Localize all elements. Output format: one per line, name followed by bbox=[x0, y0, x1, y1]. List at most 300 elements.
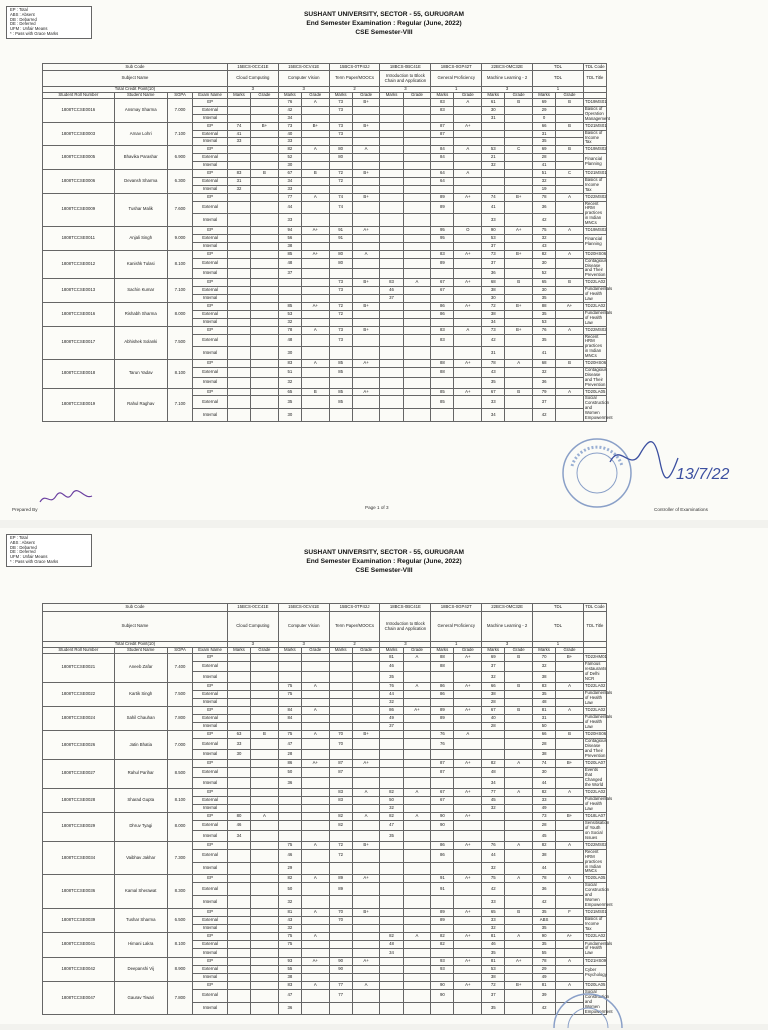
grade-cell bbox=[352, 989, 380, 1002]
marks-cell: 34 bbox=[482, 318, 505, 326]
grade-cell bbox=[251, 235, 279, 243]
exam-name: Internal bbox=[193, 973, 228, 981]
grade-cell bbox=[505, 114, 533, 122]
marks-cell: 30 bbox=[278, 162, 301, 170]
marks-cell: ABS bbox=[533, 917, 556, 925]
marks-cell: 38 bbox=[278, 973, 301, 981]
grade-cell: B+ bbox=[352, 99, 380, 107]
marks-cell bbox=[329, 1002, 352, 1015]
marks-cell: 34 bbox=[482, 778, 505, 788]
exam-name: External bbox=[193, 201, 228, 214]
marks-cell bbox=[227, 965, 250, 973]
marks-cell: 76 bbox=[431, 731, 454, 739]
marks-cell bbox=[431, 268, 454, 278]
tdl-code-header: TDL bbox=[533, 604, 584, 612]
marks-cell: 46 bbox=[380, 662, 403, 672]
grade-cell bbox=[251, 146, 279, 154]
grade-cell bbox=[251, 965, 279, 973]
grade-cell bbox=[251, 409, 279, 422]
grade-cell bbox=[352, 862, 380, 875]
exam-name: External bbox=[193, 690, 228, 698]
marks-cell: 28 bbox=[533, 154, 556, 162]
marks-cell: 67 bbox=[431, 279, 454, 287]
marks-cell: 51 bbox=[278, 367, 301, 377]
grade-cell bbox=[251, 788, 279, 796]
grade-cell bbox=[352, 334, 380, 347]
grade-cell bbox=[505, 796, 533, 804]
marks-cell: 90 bbox=[431, 813, 454, 821]
marks-cell: 78 bbox=[278, 326, 301, 334]
student-name: Anjali Singh bbox=[114, 227, 167, 251]
marks-cell bbox=[431, 214, 454, 227]
grade-cell bbox=[556, 831, 584, 841]
grade-cell bbox=[301, 235, 329, 243]
marks-cell: 72 bbox=[329, 302, 352, 310]
student-sgpa: 7.000 bbox=[167, 99, 192, 123]
marks-cell: 77 bbox=[329, 989, 352, 1002]
marks-cell bbox=[380, 896, 403, 909]
marks-header: Marks bbox=[431, 93, 454, 99]
grade-cell bbox=[301, 883, 329, 896]
grade-cell bbox=[301, 347, 329, 360]
legend-meaning: Unfair Means bbox=[22, 26, 48, 32]
grade-cell bbox=[301, 989, 329, 1002]
grade-cell bbox=[251, 862, 279, 875]
grade-cell: A bbox=[403, 788, 431, 796]
marks-cell bbox=[482, 130, 505, 138]
grade-cell bbox=[352, 662, 380, 672]
marks-cell: 30 bbox=[278, 347, 301, 360]
student-sgpa: 7.100 bbox=[167, 279, 192, 303]
grade-cell bbox=[454, 949, 482, 957]
marks-cell: 86 bbox=[431, 849, 454, 862]
grade-cell bbox=[251, 1002, 279, 1015]
marks-cell: 28 bbox=[278, 749, 301, 759]
marks-cell bbox=[227, 154, 250, 162]
exam-name: EP bbox=[193, 279, 228, 287]
tdl-course-title: Financial Planning bbox=[583, 235, 606, 251]
grade-cell: A+ bbox=[454, 908, 482, 916]
controller-sign-date: 13/7/22 bbox=[676, 466, 730, 483]
marks-cell: 48 bbox=[278, 334, 301, 347]
tdl-course-code: TD22LA02 bbox=[583, 707, 606, 715]
marks-cell bbox=[227, 227, 250, 235]
marks-cell: 73 bbox=[533, 813, 556, 821]
grade-cell bbox=[251, 302, 279, 310]
marks-cell: 44 bbox=[278, 201, 301, 214]
marks-cell: 32 bbox=[482, 672, 505, 682]
student-sgpa: 8.100 bbox=[167, 933, 192, 957]
marks-cell bbox=[431, 114, 454, 122]
grade-cell: A bbox=[301, 682, 329, 690]
marks-cell: 90 bbox=[533, 933, 556, 941]
marks-cell: 53 bbox=[533, 318, 556, 326]
student-name: Tarun Yadav bbox=[114, 360, 167, 389]
marks-cell: 35 bbox=[482, 1002, 505, 1015]
grade-cell bbox=[505, 965, 533, 973]
grade-cell bbox=[505, 973, 533, 981]
marks-cell: 90 bbox=[482, 227, 505, 235]
grade-cell bbox=[403, 185, 431, 193]
grade-cell: B+ bbox=[352, 170, 380, 178]
tdl-code-header: TDL bbox=[533, 64, 584, 71]
credit-label: Total Credit Point(10) bbox=[43, 642, 228, 648]
grade-cell bbox=[251, 258, 279, 268]
legend-meaning: Total bbox=[18, 535, 28, 540]
marks-cell: 37 bbox=[482, 662, 505, 672]
marks-cell: 80 bbox=[329, 154, 352, 162]
grade-cell bbox=[352, 917, 380, 925]
table-row bbox=[43, 875, 732, 883]
results-table bbox=[42, 603, 732, 1015]
grade-cell: A bbox=[301, 146, 329, 154]
marks-header: Marks bbox=[329, 93, 352, 99]
grade-cell bbox=[301, 672, 329, 682]
marks-cell: 80 bbox=[329, 250, 352, 258]
grade-cell bbox=[454, 235, 482, 243]
marks-cell bbox=[380, 201, 403, 214]
marks-cell: 53 bbox=[278, 310, 301, 318]
marks-cell: 76 bbox=[380, 682, 403, 690]
exam-name: External bbox=[193, 106, 228, 114]
grade-cell bbox=[301, 334, 329, 347]
grade-cell: A bbox=[352, 788, 380, 796]
grade-cell bbox=[251, 760, 279, 768]
marks-cell bbox=[380, 917, 403, 925]
grade-cell: A+ bbox=[454, 360, 482, 368]
marks-cell bbox=[227, 214, 250, 227]
grade-cell: A bbox=[556, 250, 584, 258]
student-roll-number: 1808TCCSE0016 bbox=[43, 99, 115, 123]
grade-cell: A+ bbox=[301, 227, 329, 235]
grade-cell bbox=[454, 185, 482, 193]
marks-cell bbox=[329, 698, 352, 706]
exam-name: External bbox=[193, 310, 228, 318]
marks-cell bbox=[380, 258, 403, 268]
grade-cell bbox=[505, 287, 533, 295]
grade-cell bbox=[505, 295, 533, 303]
grade-header: Grade bbox=[251, 648, 279, 654]
grade-cell bbox=[505, 690, 533, 698]
marks-cell bbox=[227, 279, 250, 287]
tdl-course-code: TD21HS09 bbox=[583, 957, 606, 965]
marks-cell bbox=[227, 849, 250, 862]
marks-cell bbox=[380, 99, 403, 107]
exam-name: External bbox=[193, 883, 228, 896]
marks-cell: 72 bbox=[482, 302, 505, 310]
grade-cell bbox=[251, 106, 279, 114]
student-name: Sachin Kumar bbox=[114, 279, 167, 303]
grade-cell bbox=[454, 862, 482, 875]
marks-cell: 30 bbox=[227, 749, 250, 759]
grade-cell bbox=[505, 989, 533, 1002]
subject-code: 15BCS-0TP42J bbox=[329, 604, 380, 612]
grade-cell bbox=[352, 106, 380, 114]
student-sgpa: 8.100 bbox=[167, 788, 192, 812]
grade-cell bbox=[403, 250, 431, 258]
sub-code-label: Sub Code bbox=[43, 604, 228, 612]
marks-cell: 32 bbox=[482, 162, 505, 170]
grade-header: Grade bbox=[301, 648, 329, 654]
marks-cell: 30 bbox=[278, 409, 301, 422]
grade-cell bbox=[403, 796, 431, 804]
marks-cell: 89 bbox=[431, 908, 454, 916]
marks-cell: 46 bbox=[227, 821, 250, 831]
grade-cell bbox=[556, 409, 584, 422]
grade-cell: B+ bbox=[556, 654, 584, 662]
marks-cell: 69 bbox=[482, 654, 505, 662]
marks-cell: 90 bbox=[329, 965, 352, 973]
grade-cell bbox=[352, 831, 380, 841]
exam-name: EP bbox=[193, 146, 228, 154]
marks-cell: 79 bbox=[533, 388, 556, 396]
subject-name: Computer Vision bbox=[278, 612, 329, 642]
student-sgpa: 9.000 bbox=[167, 227, 192, 251]
tdl-title-label: TDL Title bbox=[583, 612, 606, 642]
grade-cell bbox=[454, 739, 482, 749]
grade-cell bbox=[403, 310, 431, 318]
legend-meaning: Absent bbox=[21, 539, 35, 545]
grade-cell bbox=[403, 388, 431, 396]
marks-cell bbox=[227, 99, 250, 107]
exam-name: Internal bbox=[193, 268, 228, 278]
exam-name: Internal bbox=[193, 347, 228, 360]
legend-meaning: Total bbox=[18, 7, 28, 12]
grade-cell: B bbox=[556, 146, 584, 154]
marks-cell: 37 bbox=[380, 295, 403, 303]
tdl-course-code: TD20LA07 bbox=[583, 760, 606, 768]
grade-cell: B bbox=[251, 170, 279, 178]
exam-name: Internal bbox=[193, 749, 228, 759]
marks-cell bbox=[329, 682, 352, 690]
grade-header: Grade bbox=[403, 93, 431, 99]
marks-cell: 32 bbox=[533, 662, 556, 672]
marks-cell: 86 bbox=[431, 310, 454, 318]
grade-cell bbox=[505, 378, 533, 388]
marks-cell: 83 bbox=[431, 250, 454, 258]
table-row bbox=[43, 99, 732, 107]
subject-code: 18BCS-0GP42T bbox=[431, 64, 482, 71]
grade-cell bbox=[403, 672, 431, 682]
grade-cell bbox=[301, 698, 329, 706]
exam-name: EP bbox=[193, 981, 228, 989]
marks-cell: 66 bbox=[482, 682, 505, 690]
table-row bbox=[43, 302, 732, 310]
grade-cell bbox=[505, 318, 533, 326]
marks-cell: 73 bbox=[329, 334, 352, 347]
marks-cell bbox=[227, 146, 250, 154]
grade-cell: A bbox=[556, 388, 584, 396]
grade-cell bbox=[251, 334, 279, 347]
grade-cell bbox=[556, 715, 584, 723]
student-sgpa: 8.100 bbox=[167, 360, 192, 389]
student-roll-number: 1808TCCSE0018 bbox=[43, 360, 115, 389]
marks-cell: 49 bbox=[380, 715, 403, 723]
grade-cell bbox=[352, 804, 380, 812]
grade-cell: A+ bbox=[454, 813, 482, 821]
marks-cell bbox=[329, 715, 352, 723]
grade-cell bbox=[556, 154, 584, 162]
marks-cell: 70 bbox=[329, 917, 352, 925]
grade-cell bbox=[454, 662, 482, 672]
grade-cell bbox=[251, 672, 279, 682]
grade-cell bbox=[403, 804, 431, 812]
marks-cell bbox=[227, 804, 250, 812]
marks-cell: 68 bbox=[533, 360, 556, 368]
grade-cell bbox=[505, 138, 533, 146]
roll-header: Student Roll Number bbox=[43, 648, 115, 654]
marks-cell: 48 bbox=[482, 768, 505, 778]
grade-cell: A+ bbox=[352, 227, 380, 235]
grade-cell: A bbox=[403, 682, 431, 690]
marks-cell: 32 bbox=[533, 177, 556, 185]
marks-cell: 73 bbox=[278, 122, 301, 130]
marks-cell bbox=[329, 185, 352, 193]
grade-cell bbox=[301, 318, 329, 326]
subject-code: 18BCS-0BC41E bbox=[380, 604, 431, 612]
marks-cell: 88 bbox=[533, 302, 556, 310]
grade-cell bbox=[301, 723, 329, 731]
student-sgpa: 6.900 bbox=[167, 146, 192, 170]
grade-cell bbox=[454, 749, 482, 759]
student-name: Rahul Parihar bbox=[114, 760, 167, 789]
grade-header: Grade bbox=[556, 93, 584, 99]
grade-cell: A bbox=[556, 981, 584, 989]
grade-cell bbox=[454, 378, 482, 388]
exam-name: External bbox=[193, 235, 228, 243]
marks-cell bbox=[227, 193, 250, 201]
grade-cell bbox=[505, 731, 533, 739]
marks-cell: 83 bbox=[278, 360, 301, 368]
marks-cell bbox=[380, 388, 403, 396]
legend-meaning: Pass with Grace Marks bbox=[15, 558, 59, 564]
marks-cell: 75 bbox=[278, 731, 301, 739]
grade-cell: A+ bbox=[454, 707, 482, 715]
student-roll-number: 1808TCCSE0042 bbox=[43, 957, 115, 981]
grade-cell bbox=[403, 821, 431, 831]
grade-cell bbox=[454, 177, 482, 185]
marks-cell: 37 bbox=[482, 258, 505, 268]
grade-cell bbox=[505, 883, 533, 896]
grade-cell bbox=[352, 177, 380, 185]
marks-cell bbox=[380, 106, 403, 114]
grade-cell bbox=[403, 883, 431, 896]
student-name: Arnav Lohri bbox=[114, 122, 167, 146]
exam-name: Internal bbox=[193, 1002, 228, 1015]
student-sgpa: 7.500 bbox=[167, 682, 192, 706]
grade-cell bbox=[251, 841, 279, 849]
legend-code: EP bbox=[10, 535, 16, 540]
grade-cell bbox=[556, 849, 584, 862]
marks-cell: 64 bbox=[431, 177, 454, 185]
legend-code: UFM bbox=[10, 26, 20, 32]
subject-name: Cloud Computing bbox=[227, 612, 278, 642]
grade-cell bbox=[556, 949, 584, 957]
marks-cell: 42 bbox=[533, 896, 556, 909]
grade-cell bbox=[454, 114, 482, 122]
marks-cell: 75 bbox=[278, 682, 301, 690]
grade-cell bbox=[454, 138, 482, 146]
marks-cell bbox=[380, 396, 403, 409]
marks-cell bbox=[329, 723, 352, 731]
tdl-course-title: Fundamentals of Health Law bbox=[584, 796, 613, 811]
marks-cell: 36 bbox=[482, 268, 505, 278]
tdl-course-code: TD22LA02 bbox=[583, 302, 606, 310]
grade-cell: A bbox=[352, 981, 380, 989]
grade-cell: B+ bbox=[352, 908, 380, 916]
marks-cell: 37 bbox=[278, 268, 301, 278]
grade-cell bbox=[454, 242, 482, 250]
marks-cell: 33 bbox=[482, 214, 505, 227]
grade-cell: A+ bbox=[352, 760, 380, 768]
grade-cell bbox=[403, 841, 431, 849]
grade-cell bbox=[251, 804, 279, 812]
marks-cell bbox=[380, 250, 403, 258]
grade-cell bbox=[454, 258, 482, 268]
grade-cell bbox=[556, 698, 584, 706]
grade-cell bbox=[556, 177, 584, 185]
grade-cell bbox=[352, 707, 380, 715]
marks-cell: 52 bbox=[533, 268, 556, 278]
grade-cell bbox=[301, 279, 329, 287]
grade-cell: A bbox=[556, 957, 584, 965]
grade-cell bbox=[556, 201, 584, 214]
marks-cell: 81 bbox=[482, 957, 505, 965]
exam-name: Internal bbox=[193, 831, 228, 841]
grade-cell bbox=[556, 821, 584, 831]
grade-cell bbox=[352, 698, 380, 706]
marks-header: Marks bbox=[380, 93, 403, 99]
marks-cell bbox=[431, 409, 454, 422]
grade-cell: A bbox=[301, 99, 329, 107]
marks-cell bbox=[227, 707, 250, 715]
marks-cell bbox=[227, 957, 250, 965]
marks-cell: 76 bbox=[431, 739, 454, 749]
prepared-by-signature-icon bbox=[36, 488, 96, 508]
tdl-course-code: TD20HS06 bbox=[583, 250, 606, 258]
grade-cell bbox=[556, 723, 584, 731]
grade-cell: A+ bbox=[556, 302, 584, 310]
grade-cell bbox=[301, 831, 329, 841]
marks-cell: 55 bbox=[533, 949, 556, 957]
grade-cell bbox=[301, 367, 329, 377]
grade-cell bbox=[352, 796, 380, 804]
table-row bbox=[43, 933, 732, 941]
marks-cell bbox=[227, 388, 250, 396]
marks-cell bbox=[380, 778, 403, 788]
grade-cell: A bbox=[505, 360, 533, 368]
grade-cell bbox=[505, 672, 533, 682]
grade-cell: A bbox=[301, 841, 329, 849]
marks-cell: 32 bbox=[278, 925, 301, 933]
marks-cell: 80 bbox=[329, 146, 352, 154]
grade-cell bbox=[403, 698, 431, 706]
marks-cell bbox=[278, 279, 301, 287]
exam-name: EP bbox=[193, 250, 228, 258]
marks-cell bbox=[431, 949, 454, 957]
grade-cell: B bbox=[505, 99, 533, 107]
subject-credit: 2 bbox=[329, 87, 380, 93]
marks-cell bbox=[227, 268, 250, 278]
subject-credit: 1 bbox=[431, 642, 482, 648]
exam-name: EP bbox=[193, 193, 228, 201]
marks-cell: 32 bbox=[278, 896, 301, 909]
legend-meaning: Pass with Grace Marks bbox=[15, 30, 59, 36]
marks-cell bbox=[227, 106, 250, 114]
marks-cell: 74 bbox=[329, 193, 352, 201]
student-name: Himani Lakra bbox=[114, 933, 167, 957]
marks-cell bbox=[380, 310, 403, 318]
